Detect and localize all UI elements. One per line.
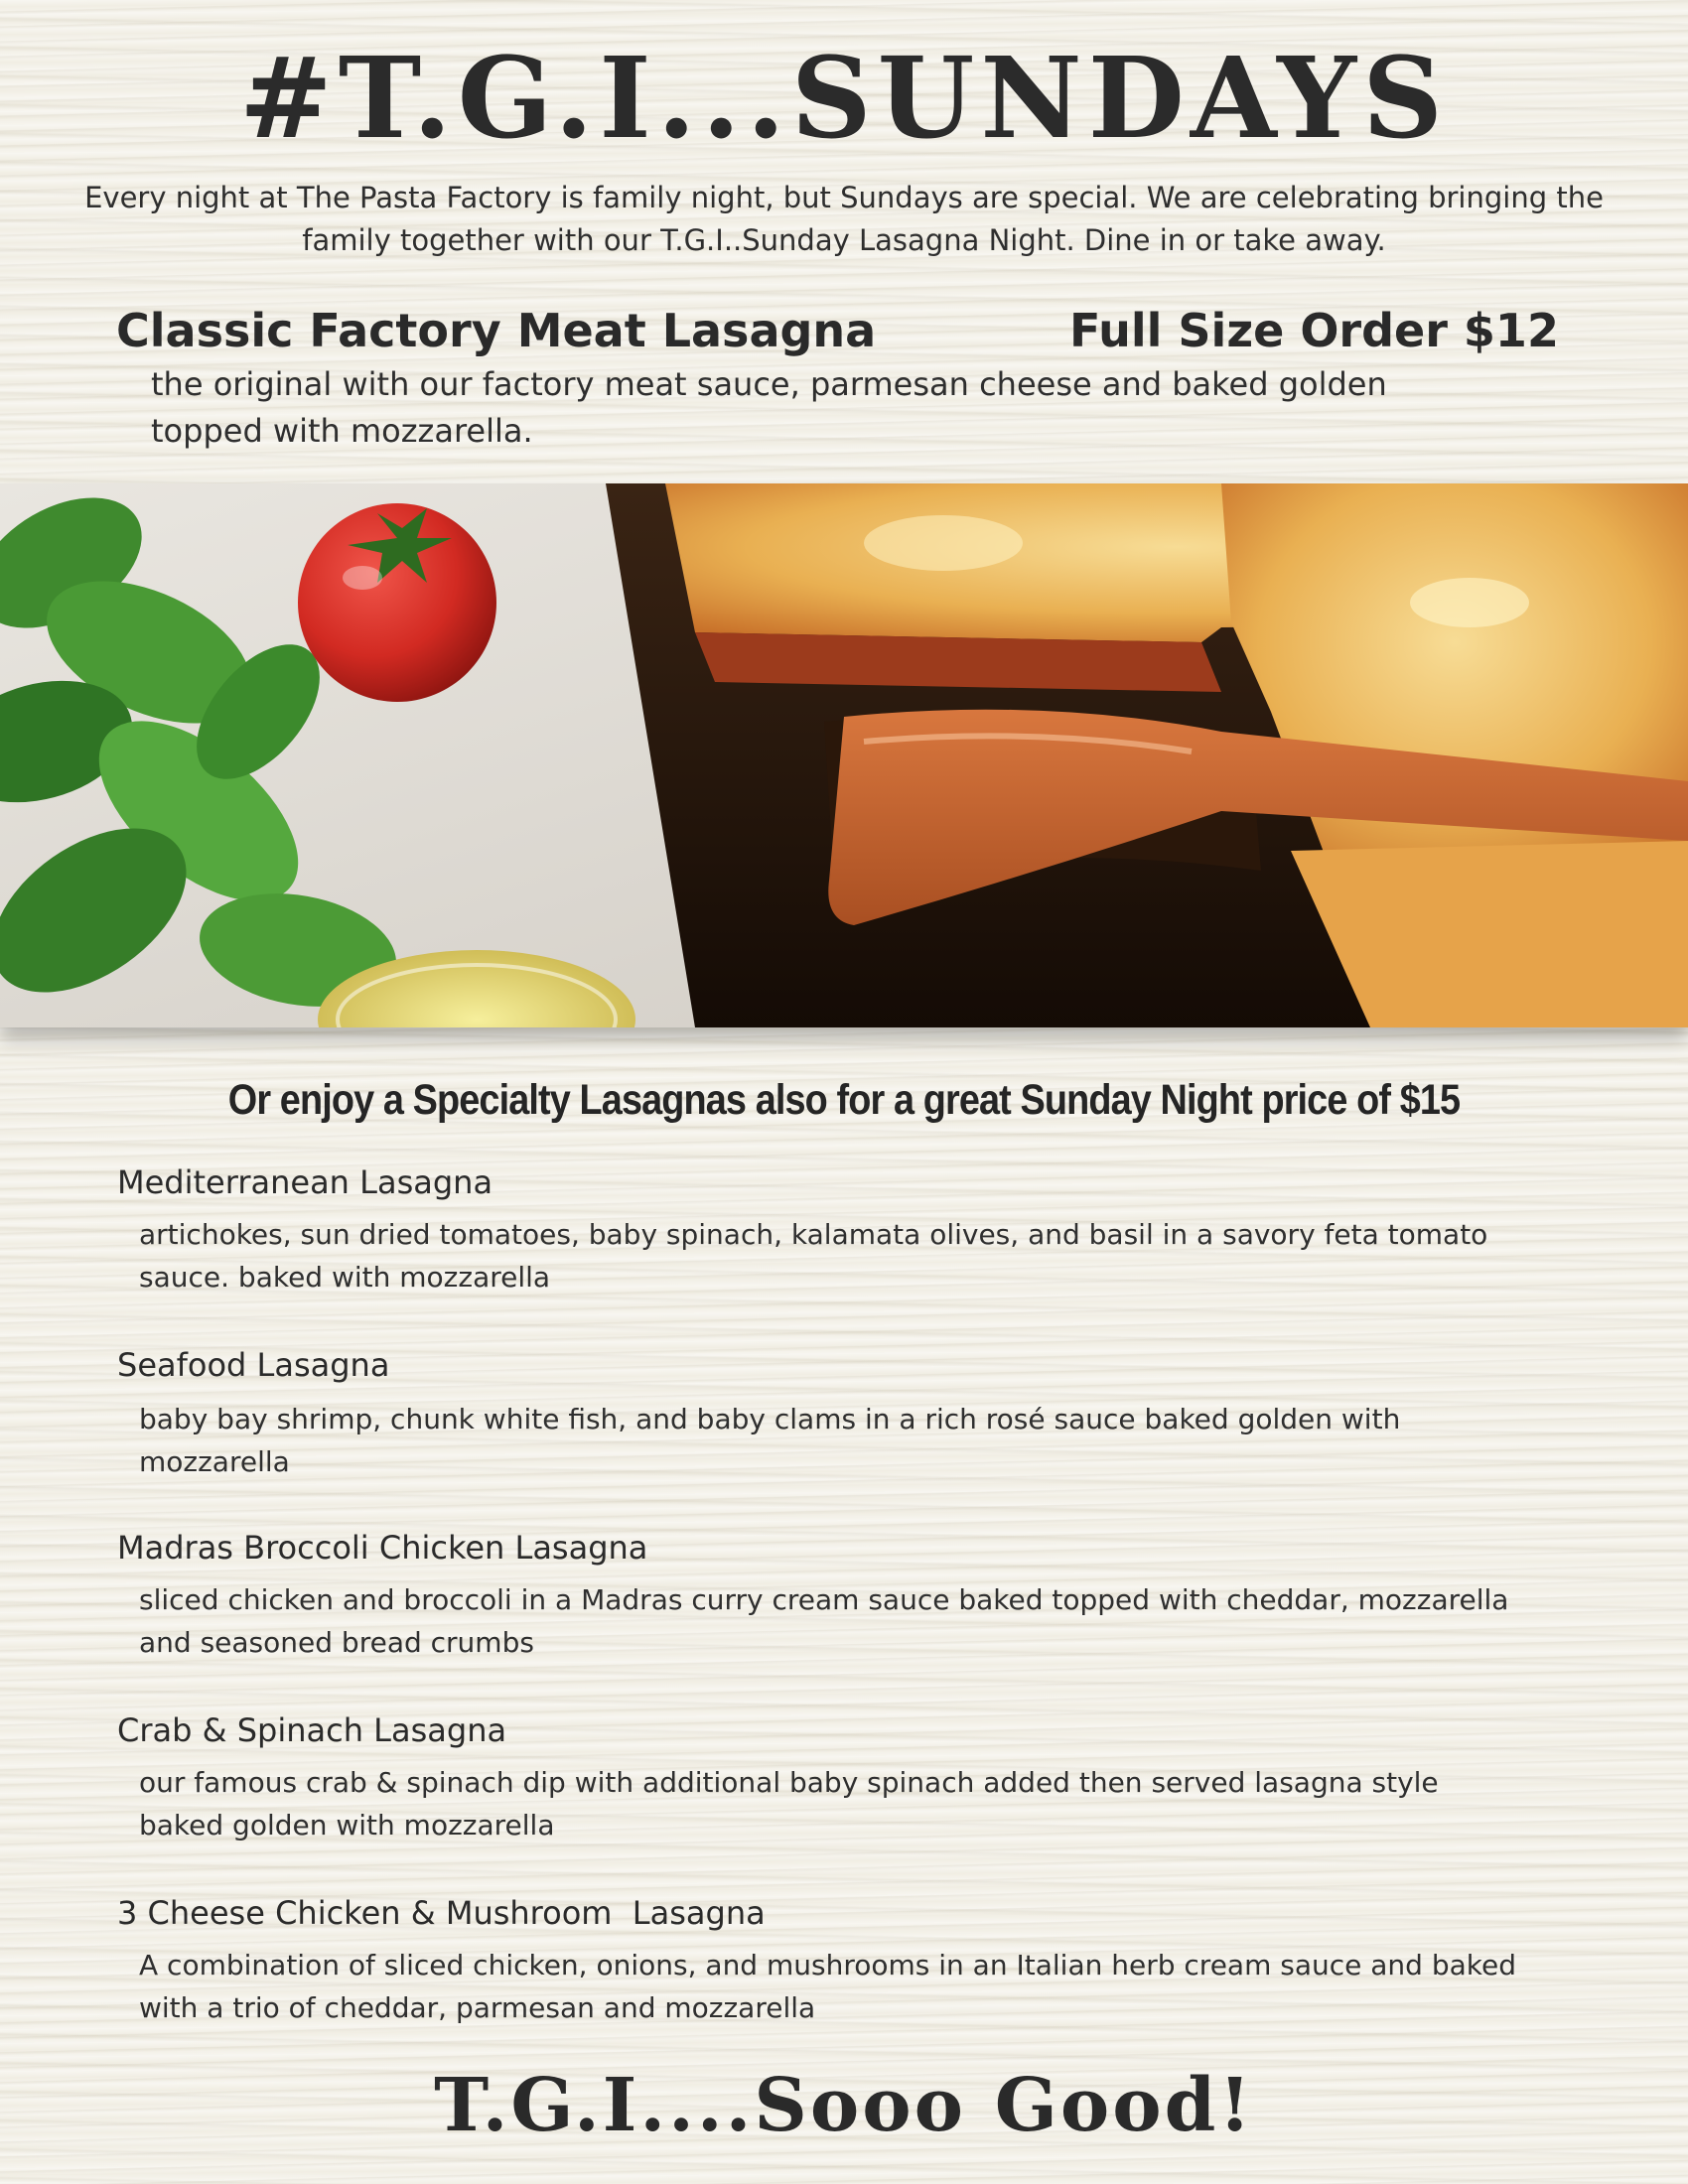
classic-lasagna-description: the original with our factory meat sauce, parmesan cheese and baked golden topped with mozzarella. bbox=[151, 365, 1387, 450]
menu-item bbox=[117, 1163, 1527, 1298]
tomato-icon bbox=[298, 503, 496, 702]
menu-item-name: 3 Cheese Chicken & Mushroom Lasagna bbox=[117, 1894, 766, 1932]
menu-item-description: artichokes, sun dried tomatoes, baby spinach, kalamata olives, and basil in a savory feta tomato sauce. baked with mozzarella bbox=[139, 1218, 1488, 1294]
menu-item bbox=[117, 1894, 1527, 2029]
menu-item-description: baby bay shrimp, chunk white fish, and baby clams in a rich rosé sauce baked golden with mozzarella bbox=[139, 1403, 1401, 1478]
menu-item-name: Madras Broccoli Chicken Lasagna bbox=[117, 1529, 648, 1567]
classic-lasagna-price: Full Size Order $12 bbox=[1069, 304, 1559, 357]
menu-item-name: Seafood Lasagna bbox=[117, 1346, 390, 1384]
intro-text: Every night at The Pasta Factory is family night, but Sundays are special. We are celebrating bringing the family together with our T.G.I..Sunday Lasagna Night. Dine in or take away. bbox=[84, 181, 1604, 257]
menu-item-description: A combination of sliced chicken, onions, and mushrooms in an Italian herb cream sauce and baked with a trio of cheddar, parmesan and mozzarella bbox=[139, 1949, 1516, 2024]
menu-item bbox=[117, 1346, 1527, 1483]
menu-item bbox=[117, 1711, 1527, 1846]
specialty-heading: Or enjoy a Specialty Lasagnas also for a great Sunday Night price of $15 bbox=[227, 1076, 1461, 1124]
lasagna-photo bbox=[0, 483, 1688, 1027]
menu-item-description: sliced chicken and broccoli in a Madras curry cream sauce baked topped with cheddar, mozzarella and seasoned bread crumbs bbox=[139, 1583, 1509, 1659]
page-title: #T.G.I...SUNDAYS bbox=[239, 34, 1449, 164]
footer-tagline: T.G.I....Sooo Good! bbox=[434, 2063, 1254, 2148]
menu-item-name: Crab & Spinach Lasagna bbox=[117, 1711, 507, 1749]
menu-item-name: Mediterranean Lasagna bbox=[117, 1163, 493, 1201]
menu-item bbox=[117, 1529, 1527, 1664]
menu-item-description: our famous crab & spinach dip with additional baby spinach added then served lasagna style baked golden with mozzarella bbox=[139, 1766, 1439, 1842]
classic-lasagna-name: Classic Factory Meat Lasagna bbox=[116, 304, 877, 357]
